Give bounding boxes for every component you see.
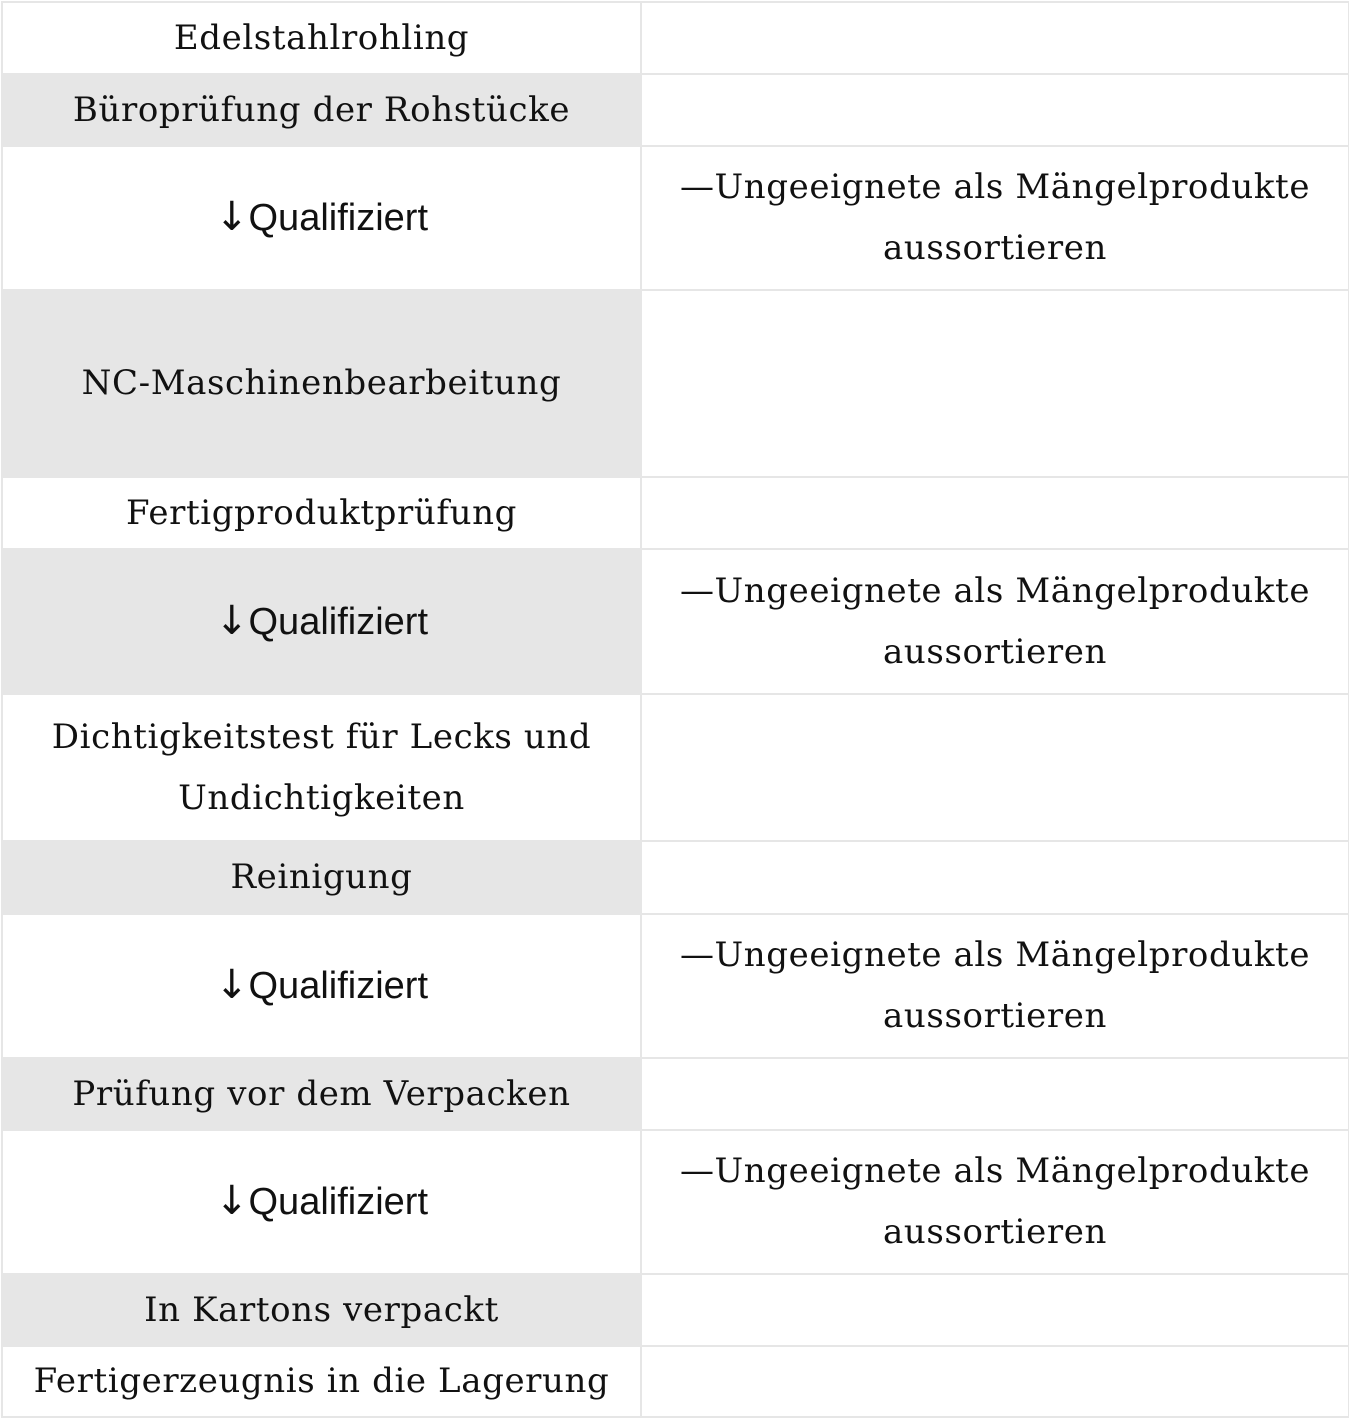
qualified-label: Qualifiziert (248, 197, 428, 239)
table-row (2, 694, 1349, 841)
step-cell: Edelstahlrohling (2, 2, 641, 74)
note-cell (641, 1058, 1349, 1130)
step-cell: Fertigproduktprüfung (2, 477, 641, 549)
note-cell (641, 477, 1349, 549)
qualified-cell (2, 914, 641, 1058)
table-row (2, 549, 1349, 694)
qualified-label: Qualifiziert (248, 600, 428, 643)
note-cell (641, 1274, 1349, 1346)
step-cell: NC-Maschinenbearbeitung (2, 290, 641, 477)
step-cell: In Kartons verpackt (2, 1274, 641, 1346)
table-row (2, 1130, 1349, 1274)
table-row (2, 74, 1349, 146)
process-flow-table (1, 1, 1349, 1418)
note-cell (641, 74, 1349, 146)
table-row (2, 477, 1349, 549)
qualified-cell (2, 549, 641, 694)
qualified-label: Qualifiziert (248, 965, 428, 1007)
reject-note-cell: —Ungeeignete als Mängelprodukte aussortieren (641, 146, 1349, 290)
table-row (2, 1274, 1349, 1346)
note-cell (641, 694, 1349, 841)
arrow-down-icon: ↓ (214, 1178, 249, 1224)
table-row (2, 841, 1349, 914)
table-row (2, 1058, 1349, 1130)
step-cell: Fertigerzeugnis in die Lagerung (2, 1346, 641, 1417)
step-cell: Prüfung vor dem Verpacken (2, 1058, 641, 1130)
table-row (2, 1346, 1349, 1417)
table-row (2, 2, 1349, 74)
reject-note-cell: —Ungeeignete als Mängelprodukte aussortieren (641, 914, 1349, 1058)
note-cell (641, 1346, 1349, 1417)
table-row (2, 290, 1349, 477)
note-cell (641, 841, 1349, 914)
note-cell (641, 290, 1349, 477)
qualified-cell (2, 1130, 641, 1274)
reject-note-cell: —Ungeeignete als Mängelprodukte aussortieren (641, 1130, 1349, 1274)
table-row (2, 914, 1349, 1058)
qualified-label: Qualifiziert (248, 1181, 428, 1223)
table-row (2, 146, 1349, 290)
arrow-down-icon: ↓ (214, 962, 249, 1008)
qualified-cell (2, 146, 641, 290)
arrow-down-icon: ↓ (214, 194, 249, 240)
step-cell: Reinigung (2, 841, 641, 914)
note-cell (641, 2, 1349, 74)
arrow-down-icon: ↓ (214, 597, 249, 644)
step-cell: Büroprüfung der Rohstücke (2, 74, 641, 146)
step-cell: Dichtigkeitstest für Lecks und Undichtigkeiten (2, 694, 641, 841)
reject-note-cell: —Ungeeignete als Mängelprodukte aussortieren (641, 549, 1349, 694)
